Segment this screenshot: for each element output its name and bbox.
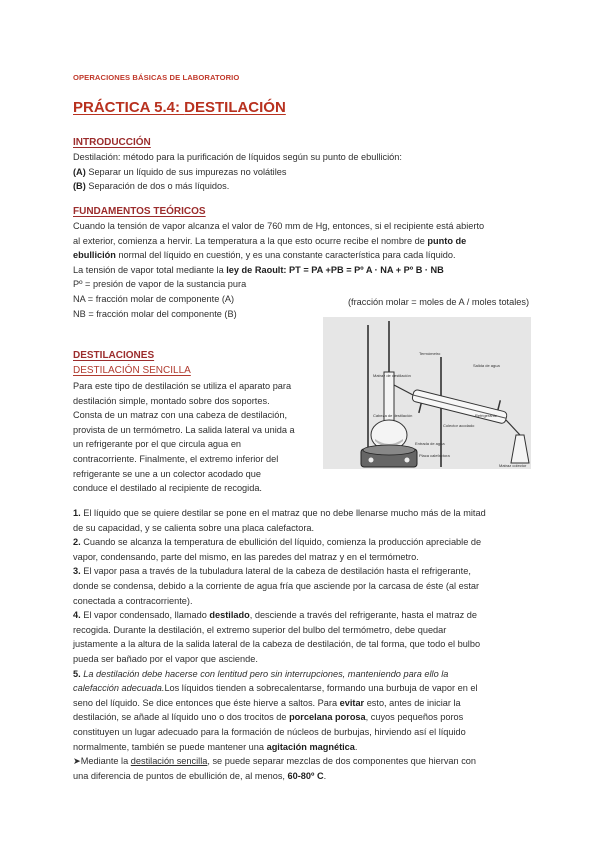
text-span: una diferencia de puntos de ebullición de, al menos, — [73, 770, 288, 781]
text-line: justamente a la altura de la salida lateral de la cabeza de destilación, de tal forma, que todo el bulbo — [73, 639, 481, 650]
distillation-diagram — [323, 317, 531, 469]
figure-label: Colector acodado — [443, 423, 475, 428]
text-line — [73, 696, 528, 711]
raoult-law: ley de Raoult: PT = PA +PB = Pº A · NA + Pº B · NB — [226, 264, 444, 275]
intro-line: Destilación: método para la purificación de líquidos según su punto de ebullición: — [73, 152, 402, 162]
procedure-steps — [73, 506, 528, 783]
knob — [405, 458, 410, 463]
page-title — [73, 99, 286, 116]
item-text: Separación de dos o más líquidos. — [85, 181, 230, 192]
text-span: Los líquidos tienden a sobrecalentarse, formando una burbuja de vapor en el — [164, 683, 478, 694]
figure-label: Matraz de destilación — [373, 373, 411, 378]
text-span: , cuyos pequeños poros — [365, 712, 464, 723]
hot-plate-top — [363, 445, 415, 455]
text-line: Para este tipo de destilación se utiliza el aparato para — [73, 381, 292, 391]
text-line: NB = fracción molar del componente (B) — [73, 308, 237, 319]
text-line: destilación simple, montado sobre dos soportes. — [73, 395, 270, 406]
running-header: OPERACIONES BÁSICAS DE LABORATORIO — [73, 73, 240, 82]
step-1 — [73, 506, 528, 521]
text-line — [73, 263, 528, 278]
figure-label: Refrigerante — [475, 413, 498, 418]
step-2 — [73, 535, 528, 550]
text-line: contracorriente. Finalmente, el extremo inferior del — [73, 453, 279, 464]
step-number: 4. — [73, 610, 81, 621]
note-line — [73, 754, 528, 769]
text-span: El vapor condensado, llamado — [80, 610, 210, 621]
step-number: 2. — [73, 537, 81, 548]
text-line — [73, 740, 528, 755]
text-span: . — [354, 741, 358, 752]
figure-label: Entrada de agua — [415, 441, 445, 446]
term-porcelana: porcelana porosa — [289, 712, 366, 723]
term-agitacion: agitación magnética — [266, 741, 355, 752]
term-punto: punto de — [427, 235, 467, 246]
step-number: 1. — [73, 508, 81, 518]
title-prefix: PRÁCTICA 5.4: — [73, 99, 180, 116]
molar-fraction-note: (fracción molar = moles de A / moles totales) — [348, 297, 530, 307]
step-5 — [73, 667, 528, 682]
figure-label: Placa calefactora — [419, 453, 450, 458]
text-line: conduce el destilado al recipiente de recogida. — [73, 483, 262, 494]
intro-item-b — [73, 179, 528, 194]
text-span: El líquido que se quiere destilar se pone en el matraz que no debe llenarse mucho más de la mitad — [80, 508, 486, 518]
text-span: La tensión de vapor total mediante la — [73, 264, 227, 275]
item-label: (A) — [73, 166, 86, 177]
text-line: recogida. Durante la destilación, el extremo superior del bulbo del termómetro, debe quedar — [73, 624, 447, 635]
distillation-apparatus-figure — [323, 317, 531, 469]
intro-item-a — [73, 165, 528, 180]
text-span: , desciende a través del refrigerante, hasta el matraz de — [249, 610, 477, 621]
text-line: pueda ser bañado por el vapor que asciende. — [73, 653, 258, 664]
sencilla-body — [73, 379, 318, 496]
section-heading-fundamentos: FUNDAMENTOS TEÓRICOS — [73, 206, 206, 217]
term-evitar: evitar — [339, 697, 365, 708]
text-line — [73, 248, 528, 263]
text-line — [73, 681, 528, 696]
text-span: . — [323, 770, 327, 781]
figure-label: Salida de agua — [473, 363, 500, 368]
term-link-sencilla: destilación sencilla — [130, 756, 208, 767]
text-line: provista de un termómetro. La salida lateral va unida a — [73, 424, 295, 435]
text-line — [73, 234, 528, 249]
term-destilado: destilado — [209, 610, 250, 621]
text-line — [73, 769, 528, 784]
text-line: refrigerante se une a un colector acodado que — [73, 468, 261, 479]
text-line: un refrigerante por el que circula agua en — [73, 439, 242, 450]
text-line: conectada a contracorriente). — [73, 595, 193, 606]
text-line: Cuando la tensión de vapor alcanza el valor de 760 mm de Hg, entonces, si el recipiente está abierto — [73, 221, 485, 231]
text-line: de su capacidad, y se calienta sobre una placa calefactora. — [73, 522, 315, 533]
knob — [369, 458, 374, 463]
intro-body — [73, 150, 528, 194]
item-text: Separar un líquido de sus impurezas no volátiles — [85, 166, 287, 177]
text-line: constituyen un lugar adecuado para la formación de núcleos de burbujas, hirviendo así el líquido — [73, 726, 466, 737]
text-span: esto, antes de iniciar la — [364, 697, 461, 708]
step-4 — [73, 608, 528, 623]
step-number: 3. — [73, 566, 81, 577]
temperature-range: 60-80º C — [287, 770, 324, 781]
figure-label: Termómetro — [419, 351, 441, 356]
step-3 — [73, 564, 528, 579]
section-heading-destilaciones: DESTILACIONES — [73, 350, 155, 361]
step-number: 5. — [73, 668, 81, 679]
text-span: El vapor pasa a través de la tubuladura lateral de la cabeza de destilación hasta el refrigerante, — [80, 566, 471, 577]
text-line — [73, 710, 528, 725]
section-heading-intro: INTRODUCCIÓN — [73, 137, 151, 148]
text-line: vapor, condensando, parte del mismo, en las paredes del matraz y en el termómetro. — [73, 551, 419, 562]
text-line: Pº = presión de vapor de la sustancia pura — [73, 279, 247, 290]
text-span: , se puede separar mezclas de dos componentes que hiervan con — [207, 756, 477, 767]
subsection-heading-sencilla: DESTILACIÓN SENCILLA — [73, 365, 191, 376]
text-line: Consta de un matraz con una cabeza de destilación, — [73, 410, 287, 421]
item-label: (B) — [73, 181, 86, 192]
figure-label: Cabeza de destilación — [373, 413, 413, 418]
text-span: normalmente, también se puede mantener una — [73, 741, 267, 752]
text-span: calefacción adecuada. — [73, 683, 165, 694]
text-span: al exterior, comienza a hervir. La temperatura a la que esto ocurre recibe el nombre de — [73, 235, 428, 246]
text-span: destilación, se añade al líquido uno o dos trocitos de — [73, 712, 290, 723]
text-span: ➤Mediante la — [73, 756, 131, 767]
text-span: La destilación debe hacerse con lentitud pero sin interrupciones, manteniendo para ello la — [80, 668, 449, 679]
text-line: donde se condensa, debido a la corriente de agua fría que asciende por la carcasa de éste (al estar — [73, 580, 480, 591]
text-span: Cuando se alcanza la temperatura de ebullición del líquido, comienza la producción apreciable de — [80, 537, 482, 548]
figure-label: Matraz colector — [499, 463, 527, 468]
text-span: seno del líquido. Se dice entonces que éste hierve a saltos. Para — [73, 697, 340, 708]
title-name: DESTILACIÓN — [184, 99, 286, 116]
term-ebullicion: ebullición — [73, 250, 116, 261]
text-span: normal del líquido en cuestión, y es una constante característica para cada líquido. — [115, 250, 456, 261]
text-line: NA = fracción molar de componente (A) — [73, 293, 235, 304]
